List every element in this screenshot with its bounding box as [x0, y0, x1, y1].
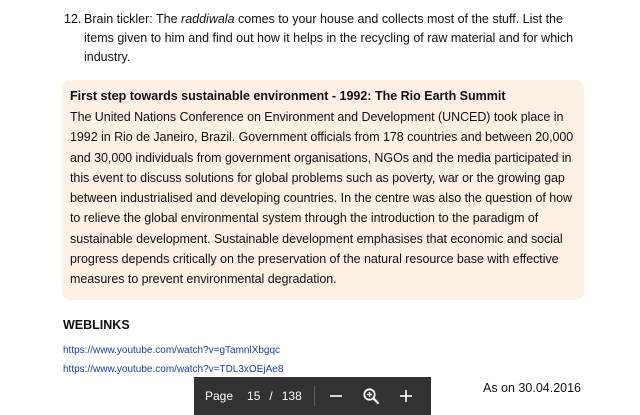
toolbar-divider [314, 386, 315, 406]
zoom-out-button[interactable] [323, 383, 349, 409]
weblinks-heading: WEBLINKS [63, 318, 130, 332]
weblink-2[interactable]: https://www.youtube.com/watch?v=TDL3xOEjAe8 [63, 364, 284, 375]
question-number: 12. [64, 12, 82, 26]
weblink-1[interactable]: https://www.youtube.com/watch?v=gTamnlXbgqc [63, 345, 281, 356]
zoom-in-button[interactable] [393, 383, 419, 409]
minus-icon [329, 389, 343, 403]
page-separator: / [269, 389, 273, 403]
box-body: The United Nations Conference on Environment and Development (UNCED) took place in 1992 in Rio de Janeiro, Brazil. Government officials from 178 countries and between 20,000 and 30,000 individuals from government organisations, NGOs and the media participated in this event to discuss solutions for global problems such as poverty, war or the growing gap between industrialised and developing countries. In the centre was also the question of how to relieve the global environmental system through the introduction to the paradigm of sustainable development. Sustainable development emphasises that economic and social progress depends critically on the preservation of the natural resource base with effective measures to prevent environmental degradation. [70, 110, 574, 287]
question-text-lead: Brain tickler: The [84, 12, 182, 26]
question-text [84, 10, 594, 67]
total-pages: 138 [281, 389, 302, 403]
page-number-input[interactable]: 15 [247, 389, 261, 403]
date-note: As on 30.04.2016 [483, 381, 581, 395]
rio-summit-box [62, 80, 584, 300]
question-text-rest: comes to your house and collects most of the stuff. List the items given to him and find out how it helps in the recycling of raw material and for which industry. [84, 12, 574, 64]
fit-to-page-button[interactable] [358, 383, 384, 409]
page-label: Page [205, 389, 234, 403]
plus-icon [399, 389, 413, 403]
box-heading: First step towards sustainable environment - 1992: The Rio Earth Summit [70, 89, 506, 103]
pdf-viewer-toolbar [194, 377, 431, 415]
zoom-fit-icon [362, 387, 380, 405]
question-12 [64, 10, 594, 67]
question-italic-term: raddiwala [181, 12, 235, 26]
